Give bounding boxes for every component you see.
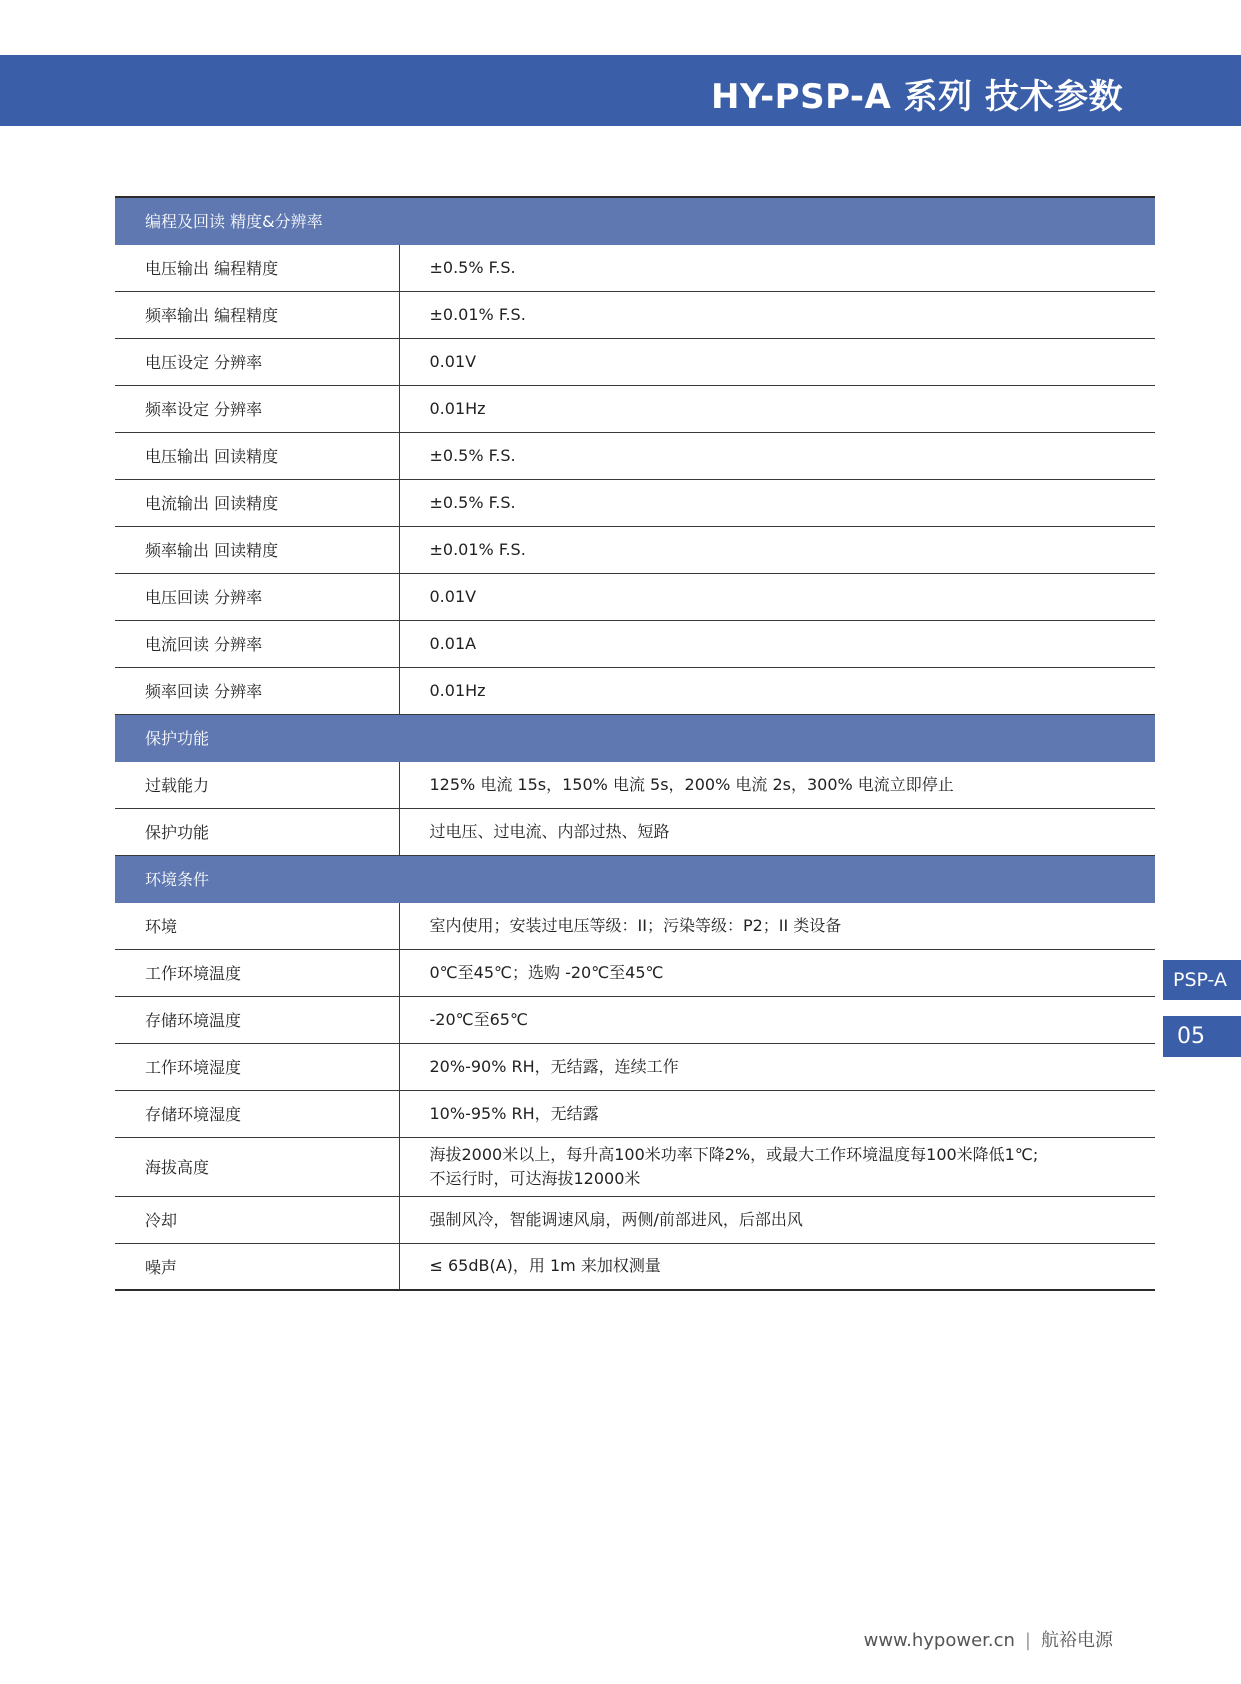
table-row (115, 385, 1155, 432)
table-row (115, 996, 1155, 1043)
table-row (115, 1137, 1155, 1196)
footer-website: www.hypower.cn (863, 1630, 1015, 1651)
param-label: 保护功能 (115, 808, 399, 855)
param-value: ±0.5% F.S. (399, 432, 1155, 479)
param-label: 频率设定 分辨率 (115, 385, 399, 432)
table-row (115, 1043, 1155, 1090)
table-row (115, 667, 1155, 714)
param-value: ±0.5% F.S. (399, 479, 1155, 526)
param-label: 海拔高度 (115, 1137, 399, 1196)
footer-brand: 航裕电源 (1041, 1630, 1113, 1651)
footer-separator: | (1024, 1630, 1031, 1651)
param-label: 工作环境湿度 (115, 1043, 399, 1090)
param-label: 存储环境湿度 (115, 1090, 399, 1137)
section-header-environment (115, 855, 1155, 902)
param-value: 0.01Hz (399, 385, 1155, 432)
table-row (115, 479, 1155, 526)
table-row (115, 1090, 1155, 1137)
model-tab: PSP-A (1163, 960, 1241, 1000)
param-label: 电压回读 分辨率 (115, 573, 399, 620)
table-row (115, 573, 1155, 620)
table-row (115, 244, 1155, 291)
table-row (115, 949, 1155, 996)
table-row (115, 1196, 1155, 1243)
param-value: 0.01V (399, 573, 1155, 620)
section-header-protection (115, 714, 1155, 761)
param-label: 电流回读 分辨率 (115, 620, 399, 667)
param-label: 冷却 (115, 1196, 399, 1243)
table-row (115, 338, 1155, 385)
param-value: 0.01A (399, 620, 1155, 667)
section-title: 保护功能 (115, 714, 1155, 761)
header-band (0, 55, 1241, 126)
param-label: 频率输出 编程精度 (115, 291, 399, 338)
footer (864, 1626, 1113, 1652)
param-value: ±0.5% F.S. (399, 244, 1155, 291)
param-value-line: 不运行时，可达海拔12000米 (429, 1168, 641, 1188)
param-label: 电压设定 分辨率 (115, 338, 399, 385)
param-label: 电压输出 编程精度 (115, 244, 399, 291)
param-value: 0.01V (399, 338, 1155, 385)
param-label: 频率输出 回读精度 (115, 526, 399, 573)
table-row (115, 1243, 1155, 1290)
param-label: 存储环境温度 (115, 996, 399, 1043)
table-row (115, 620, 1155, 667)
table-row (115, 902, 1155, 949)
table-row (115, 761, 1155, 808)
param-value-line: 海拔2000米以上，每升高100米功率下降2%，或最大工作环境温度每100米降低1℃; (429, 1144, 1039, 1164)
param-label: 工作环境温度 (115, 949, 399, 996)
param-value: 室内使用；安装过电压等级：II；污染等级：P2；II 类设备 (399, 902, 1155, 949)
spec-table (115, 196, 1155, 1291)
table-row (115, 808, 1155, 855)
param-value: ±0.01% F.S. (399, 291, 1155, 338)
param-value (399, 1137, 1155, 1196)
param-value: ≤ 65dB(A)，用 1m 来加权测量 (399, 1243, 1155, 1290)
param-label: 电压输出 回读精度 (115, 432, 399, 479)
page-number-tab: 05 (1163, 1016, 1241, 1057)
param-value: 125% 电流 15s，150% 电流 5s，200% 电流 2s，300% 电流立即停止 (399, 761, 1155, 808)
param-value: 0.01Hz (399, 667, 1155, 714)
section-title: 环境条件 (115, 855, 1155, 902)
table-row (115, 432, 1155, 479)
param-label: 噪声 (115, 1243, 399, 1290)
param-value: ±0.01% F.S. (399, 526, 1155, 573)
section-title: 编程及回读 精度&分辨率 (115, 197, 1155, 244)
param-value: 强制风冷，智能调速风扇，两侧/前部进风，后部出风 (399, 1196, 1155, 1243)
param-label: 频率回读 分辨率 (115, 667, 399, 714)
param-label: 电流输出 回读精度 (115, 479, 399, 526)
param-label: 环境 (115, 902, 399, 949)
param-label: 过载能力 (115, 761, 399, 808)
table-row (115, 526, 1155, 573)
page-title: HY-PSP-A 系列 技术参数 (710, 77, 1123, 117)
table-row (115, 291, 1155, 338)
section-header-programming (115, 197, 1155, 244)
param-value: 0℃至45℃；选购 -20℃至45℃ (399, 949, 1155, 996)
param-value: 过电压、过电流、内部过热、短路 (399, 808, 1155, 855)
param-value: 10%-95% RH，无结露 (399, 1090, 1155, 1137)
param-value: 20%-90% RH，无结露，连续工作 (399, 1043, 1155, 1090)
param-value: -20℃至65℃ (399, 996, 1155, 1043)
